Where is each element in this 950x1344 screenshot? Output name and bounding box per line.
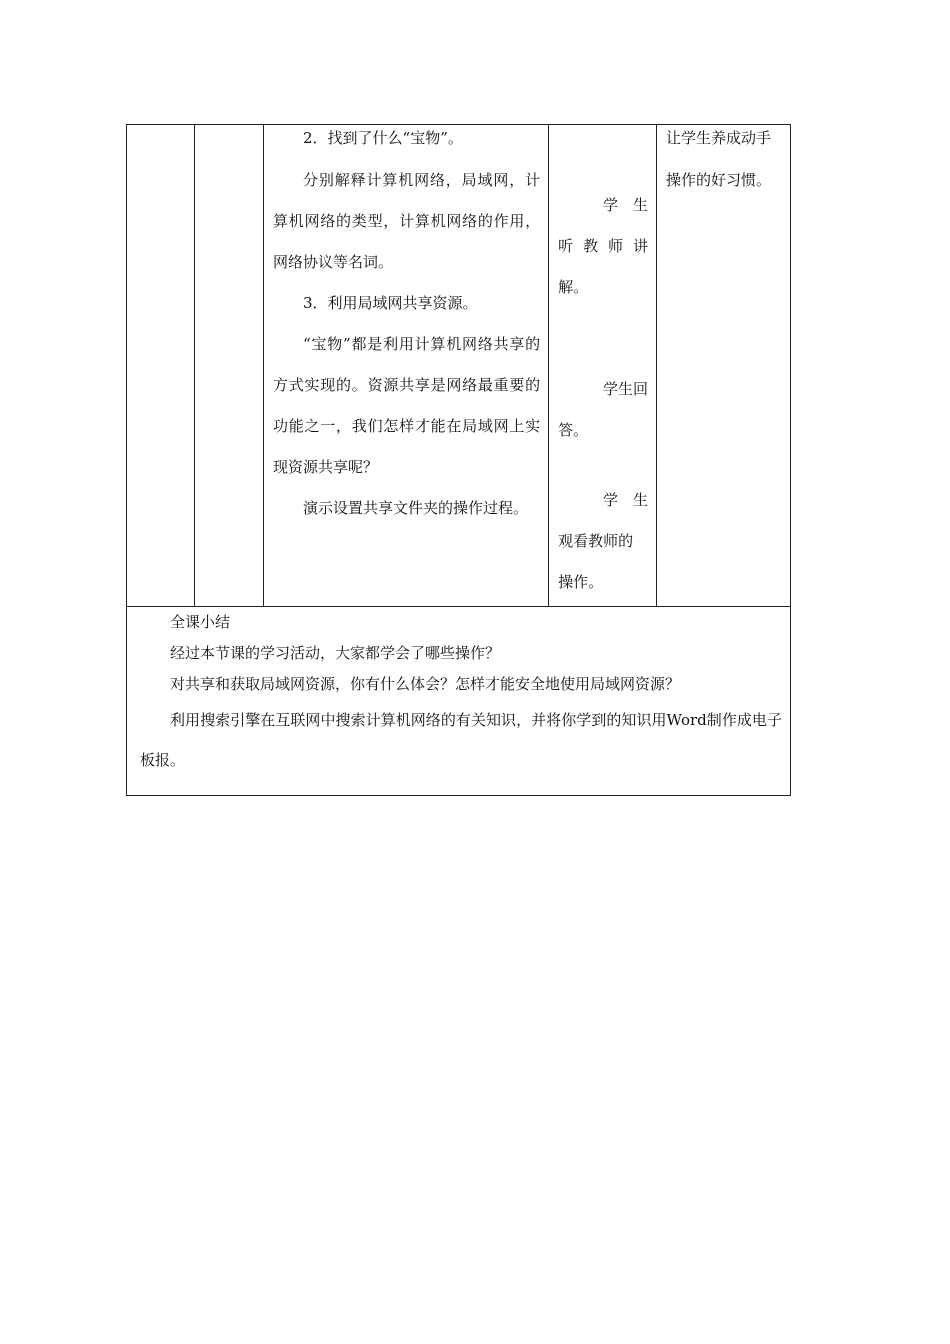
student-activity-3-line1: 学 生 — [602, 491, 648, 509]
student-activity-3-line3: 操作。 — [558, 573, 604, 591]
student-activity-1-line2: 听教师讲 — [558, 237, 648, 255]
student-activity-3 — [558, 480, 648, 603]
design-intent-cell — [656, 125, 790, 607]
student-activity-2-line2: 答。 — [558, 421, 589, 439]
summary-question-3: 利用搜索引擎在互联网中搜索计算机网络的有关知识，并将你学到的知识用Word制作成电子板报。 — [140, 711, 782, 769]
design-intent-line1: 让学生养成动手 — [665, 129, 771, 147]
student-activity-cell — [549, 125, 657, 607]
step2-body: 分别解释计算机网络，局域网，计算机网络的类型，计算机网络的作用，网络协议等名词。 — [273, 171, 541, 271]
design-intent-line2: 操作的好习惯。 — [665, 171, 771, 189]
step2-title: 2．找到了什么“宝物”。 — [303, 129, 463, 147]
student-activity-1-line1: 学 生 — [602, 196, 648, 214]
step3-title: 3．利用局域网共享资源。 — [303, 294, 478, 312]
step3-body: “宝物”都是利用计算机网络共享的方式实现的。资源共享是网络最重要的功能之一，我们怎样才能在局域网上实现资源共享呢？ — [273, 335, 541, 476]
empty-time-cell — [194, 125, 264, 607]
student-activity-1-line3: 解。 — [558, 278, 589, 296]
lesson-plan-table — [126, 124, 791, 796]
summary-question-1: 经过本节课的学习活动，大家都学会了哪些操作？ — [170, 644, 501, 662]
summary-heading: 全课小结 — [170, 613, 231, 631]
student-activity-2-line1: 学生回 — [602, 380, 648, 398]
teaching-step-row — [127, 125, 791, 607]
teacher-activity-cell — [264, 125, 549, 607]
summary-question-2: 对共享和获取局域网资源，你有什么体会？怎样才能安全地使用局域网资源？ — [170, 675, 681, 693]
step3-demo: 演示设置共享文件夹的操作过程。 — [303, 499, 529, 517]
empty-stage-cell — [127, 125, 195, 607]
student-activity-3-line2: 观看教师的 — [558, 532, 634, 550]
summary-row — [127, 607, 791, 796]
summary-cell — [127, 607, 791, 796]
student-activity-1 — [558, 185, 648, 308]
student-activity-2 — [558, 369, 648, 451]
